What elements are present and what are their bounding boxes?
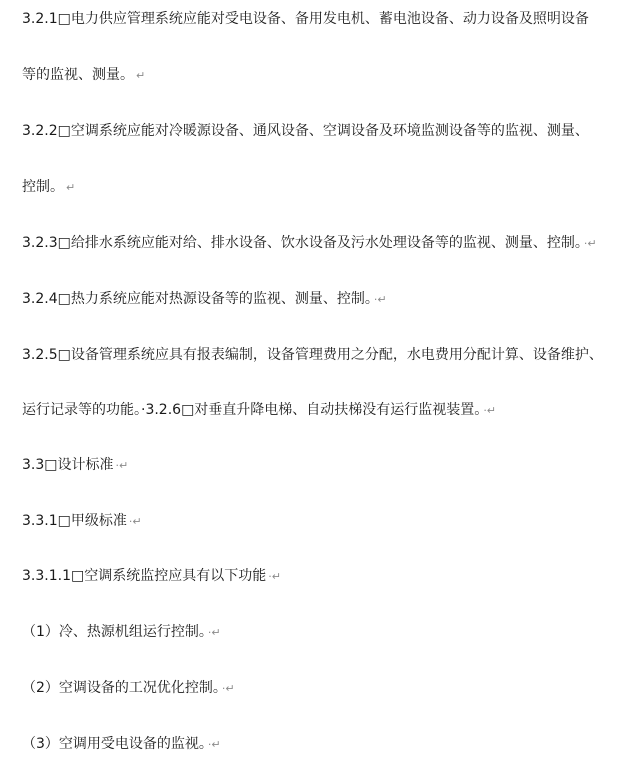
paragraph — [22, 9, 591, 29]
paragraph — [22, 734, 221, 754]
paragraph-text: 3.2.2□空调系统应能对冷暖源设备、通风设备、空调设备及环境监测设备等的监视、测量、 — [22, 123, 589, 139]
paragraph-text: 控制。 — [22, 179, 64, 195]
paragraph-mark: ·↵ — [268, 570, 281, 583]
paragraph-text: 3.2.1□电力供应管理系统应能对受电设备、备用发电机、蓄电池设备、动力设备及照明设备 — [22, 11, 589, 27]
paragraph — [22, 345, 605, 365]
paragraph — [22, 121, 591, 141]
paragraph-mark: ↵ — [66, 181, 76, 194]
paragraph-text: 运行记录等的功能。·3.2.6□对垂直升降电梯、自动扶梯没有运行监视装置。 — [22, 402, 482, 418]
paragraph-text: 3.3□设计标准 — [22, 457, 114, 473]
paragraph — [22, 622, 221, 642]
paragraph-mark: ·↵ — [483, 404, 497, 417]
paragraph-text: 3.2.4□热力系统应能对热源设备等的监视、测量、控制。 — [22, 291, 372, 307]
paragraph-mark: ·↵ — [583, 237, 597, 250]
paragraph-text: （3）空调用受电设备的监视。 — [22, 736, 206, 752]
paragraph-text: 等的监视、测量。 — [22, 67, 134, 83]
paragraph — [22, 566, 281, 586]
paragraph — [22, 511, 142, 531]
paragraph-mark: ·↵ — [221, 682, 235, 695]
paragraph — [22, 233, 597, 253]
paragraph-text: 3.2.3□给排水系统应能对给、排水设备、饮水设备及污水处理设备等的监视、测量、控制。 — [22, 235, 582, 251]
paragraph-mark: ·↵ — [115, 459, 129, 472]
paragraph-mark: ·↵ — [207, 738, 221, 751]
paragraph-text: （1）冷、热源机组运行控制。 — [22, 624, 206, 640]
paragraph-mark: ·↵ — [128, 515, 142, 528]
paragraph-text: 3.3.1□甲级标准 — [22, 513, 127, 529]
paragraph-mark: ·↵ — [207, 626, 221, 639]
paragraph-text: 3.3.1.1□空调系统监控应具有以下功能 — [22, 568, 267, 584]
paragraph — [22, 177, 75, 197]
paragraph-mark: ·↵ — [373, 293, 387, 306]
paragraph-mark: ↵ — [136, 69, 146, 82]
paragraph — [22, 400, 496, 420]
paragraph — [22, 678, 235, 698]
paragraph — [22, 455, 128, 475]
paragraph — [22, 65, 145, 85]
paragraph-text: 3.2.5□设备管理系统应具有报表编制，设备管理费用之分配，水电费用分配计算、设备维护、 — [22, 347, 603, 363]
paragraph-text: （2）空调设备的工况优化控制。 — [22, 680, 220, 696]
paragraph — [22, 289, 387, 309]
